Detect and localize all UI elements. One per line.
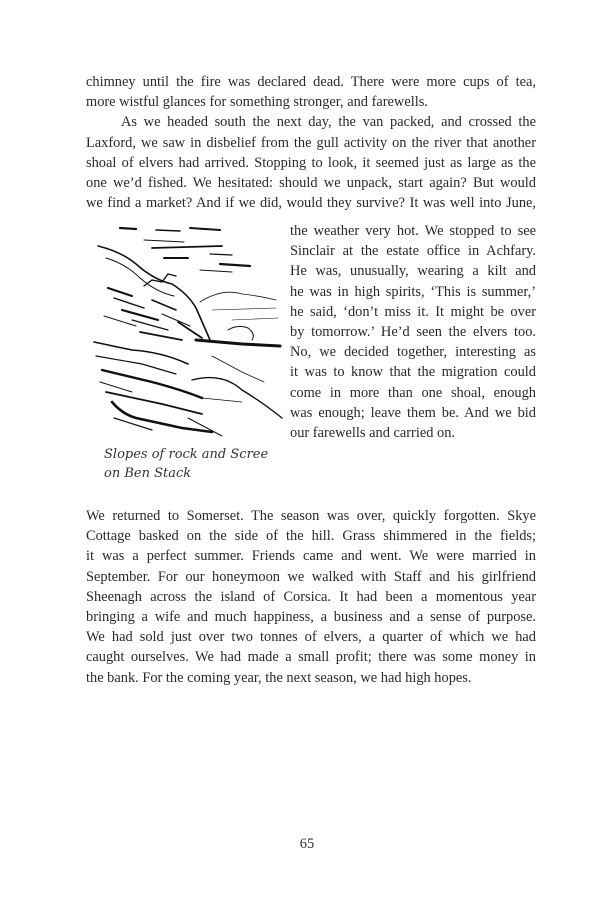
body-text-top: [86, 72, 536, 213]
text-line: No, we decided together, interesting as: [290, 344, 536, 361]
text-line: bringing a wife and much happiness, a business and a sense of purpose.: [86, 608, 536, 625]
text-line: We returned to Somerset. The season was over, quickly forgotten. Skye: [86, 508, 536, 524]
text-line: the bank. For the coming year, the next season, we had high hopes.: [86, 669, 472, 686]
body-text-beside-figure: [290, 221, 536, 443]
text-line: As we headed south the next day, the van packed, and crossed the: [121, 114, 536, 131]
text-line: shoal of elvers had arrived. Stopping to look, it seemed just as large as the: [86, 154, 536, 171]
text-line: the weather very hot. We stopped to see: [290, 223, 536, 239]
text-line: Sheenagh across the island of Corsica. It had been a momentous year: [86, 588, 536, 605]
text-line: one we’d fished. We hesitated: should we unpack, start again? But would: [86, 174, 536, 191]
text-line: more wistful glances for something stronger, and farewells.: [86, 94, 428, 111]
text-line: our farewells and carried on.: [290, 424, 456, 441]
page-number: 65: [299, 836, 315, 852]
ink-sketch-illustration: [92, 222, 288, 438]
text-line: come in more than one shoal, enough: [290, 384, 536, 401]
text-line: by tomorrow.’ He’d seen the elvers too.: [290, 323, 536, 340]
text-line: chimney until the fire was declared dead. There were more cups of tea,: [86, 74, 536, 90]
text-line: Laxford, we saw in disbelief from the gull activity on the river that another: [86, 134, 536, 151]
text-line: He was, unusually, wearing a kilt and: [290, 263, 536, 280]
paragraph-2: [86, 112, 536, 213]
text-line: he said, ‘don’t miss it. It might be over: [290, 303, 536, 320]
text-line: We had sold just over two tonnes of elvers, a quarter of which we had: [86, 629, 536, 646]
caption-line: Slopes of rock and Scree: [104, 447, 269, 462]
text-line: caught ourselves. We had made a small profit; there was some money in: [86, 649, 536, 666]
body-text-bottom: [86, 506, 536, 688]
paragraph-1: [86, 72, 536, 112]
text-line: he was in high spirits, ‘This is summer,’: [290, 283, 536, 300]
text-line: we find a market? And if we did, would they survive? It was well into June,: [86, 195, 536, 212]
figure-caption: [104, 445, 304, 483]
text-line: Sinclair at the estate office in Achfary.: [290, 243, 536, 260]
text-line: was enough; leave them be. And we bid: [290, 404, 536, 421]
text-line: Cottage basked on the side of the hill. Grass shimmered in the fields;: [86, 528, 536, 545]
text-line: it was to know that the migration could: [290, 364, 536, 381]
paragraph-3: [86, 506, 536, 688]
text-line: it was a perfect summer. Friends came and went. We were married in: [86, 548, 536, 565]
caption-line: on Ben Stack: [104, 466, 192, 481]
text-line: September. For our honeymoon we walked with Staff and his girlfriend: [86, 568, 536, 585]
